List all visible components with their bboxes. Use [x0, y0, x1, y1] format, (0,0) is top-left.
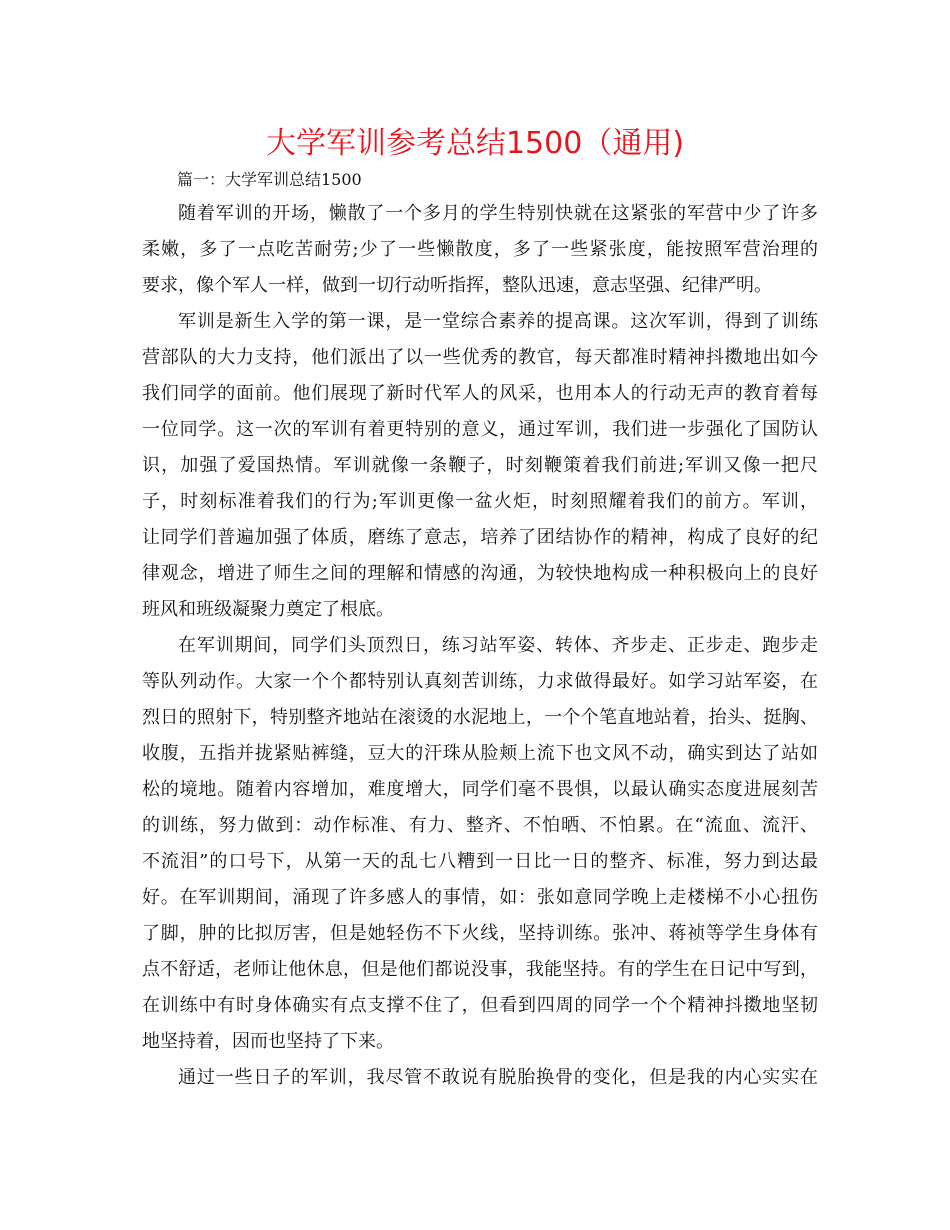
text-line: 营部队的大力支持，他们派出了以一些优秀的教官，每天都准时精神抖擞地出如今	[142, 347, 818, 368]
text-line: 地坚持着，因而也坚持了下来。	[142, 1031, 394, 1052]
text-line: 识，加强了爱国热情。军训就像一条鞭子，时刻鞭策着我们前进;军训又像一把尺	[142, 455, 818, 476]
section-heading: 篇一：大学军训总结1500	[177, 170, 362, 189]
paragraph-3	[142, 628, 818, 1060]
text-line: 律观念，增进了师生之间的理解和情感的沟通，为较快地构成一种积极向上的良好	[142, 563, 818, 584]
text-line: 不流泪”的口号下，从第一天的乱七八糟到一日比一日的整齐、标准，努力到达最	[142, 851, 818, 872]
text-line: 了脚，肿的比拟厉害，但是她轻伤不下火线，坚持训练。张冲、蒋祯等学生身体有	[142, 923, 818, 944]
paragraph-1	[142, 196, 818, 304]
text-line: 子，时刻标准着我们的行为;军训更像一盆火炬，时刻照耀着我们的前方。军训，	[142, 491, 818, 512]
text-line: 烈日的照射下，特别整齐地站在滚烫的水泥地上，一个个笔直地站着，抬头、挺胸、	[142, 707, 818, 728]
document-body	[142, 196, 818, 1096]
text-line: 松的境地。随着内容增加，难度增大，同学们毫不畏惧，以最认确实态度进展刻苦	[142, 779, 818, 800]
paragraph-4	[142, 1060, 818, 1096]
text-line: 军训是新生入学的第一课，是一堂综合素养的提高课。这次军训，得到了训练	[178, 311, 818, 332]
text-line: 的训练，努力做到：动作标准、有力、整齐、不怕晒、不怕累。在“流血、流汗、	[142, 815, 818, 836]
text-line: 班风和班级凝聚力奠定了根底。	[142, 599, 394, 620]
text-line: 好。在军训期间，涌现了许多感人的事情，如：张如意同学晚上走楼梯不小心扭伤	[142, 887, 818, 908]
text-line: 让同学们普遍加强了体质，磨练了意志，培养了团结协作的精神，构成了良好的纪	[142, 527, 818, 548]
text-line: 通过一些日子的军训，我尽管不敢说有脱胎换骨的变化，但是我的内心实实在	[178, 1067, 818, 1088]
text-line: 要求，像个军人一样，做到一切行动听指挥，整队迅速，意志坚强、纪律严明。	[142, 275, 772, 296]
text-line: 在训练中有时身体确实有点支撑不住了，但看到四周的同学一个个精神抖擞地坚韧	[142, 995, 818, 1016]
text-line: 点不舒适，老师让他休息，但是他们都说没事，我能坚持。有的学生在日记中写到，	[142, 959, 818, 980]
document-title: 大学军训参考总结1500（通用)	[265, 126, 685, 161]
text-line: 在军训期间，同学们头顶烈日，练习站军姿、转体、齐步走、正步走、跑步走	[178, 635, 818, 656]
text-line: 一位同学。这一次的军训有着更特别的意义，通过军训，我们进一步强化了国防认	[142, 419, 818, 440]
text-line: 柔嫩，多了一点吃苦耐劳;少了一些懒散度，多了一些紧张度，能按照军营治理的	[142, 239, 818, 260]
paragraph-2	[142, 304, 818, 628]
text-line: 我们同学的面前。他们展现了新时代军人的风采，也用本人的行动无声的教育着每	[142, 383, 818, 404]
text-line: 随着军训的开场，懒散了一个多月的学生特别快就在这紧张的军营中少了许多	[178, 203, 818, 224]
text-line: 收腹，五指并拢紧贴裤缝，豆大的汗珠从脸颊上流下也文风不动，确实到达了站如	[142, 743, 818, 764]
text-line: 等队列动作。大家一个个都特别认真刻苦训练，力求做得最好。如学习站军姿，在	[142, 671, 818, 692]
